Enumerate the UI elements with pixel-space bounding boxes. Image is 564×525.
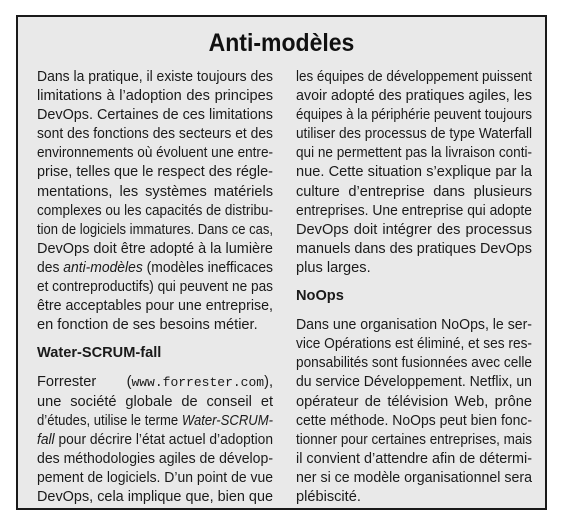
text-line: équipes à la périphérie peuvent toujours	[296, 107, 532, 124]
text-line: DevOps doit être adopté à la lumière	[37, 240, 273, 257]
text-line: les équipes de développement puissent	[296, 69, 533, 85]
url-text: www.forrester.com	[131, 375, 265, 391]
text-line: qui ne permettent pas la livraison conti-	[296, 145, 533, 162]
text-line: culture d’entreprise dans plusieurs	[296, 183, 532, 200]
text-line: utiliser des processus de type Waterfall	[296, 126, 532, 143]
text-line: nue. Cette situation s’explique par la	[296, 164, 532, 181]
text-line: Dans la pratique, il existe toujours des	[37, 69, 274, 85]
text-line: en fonction de ses besoins métier.	[37, 317, 258, 334]
left-column	[37, 68, 273, 507]
text-line: vice Opérations est éliminé, et ses res-	[296, 336, 532, 353]
text-line: et contreproductifs) qui peuvent ne pas	[37, 279, 273, 296]
text-line: une société globale de conseil et	[37, 393, 273, 410]
text-line: entreprises. Une entreprise qui adopte	[296, 202, 533, 219]
text-line: Dans une organisation NoOps, le ser-	[296, 317, 532, 334]
text-line: il convient d’attendre afin de détermi-	[296, 450, 533, 467]
text-line: cette méthode. NoOps peut bien fonc-	[296, 412, 532, 429]
section-heading: Water-SCRUM-fall	[37, 345, 162, 362]
text-line: manuels dans des pratiques DevOps	[296, 240, 533, 257]
text-line: plus larges.	[296, 259, 371, 276]
text-line	[37, 259, 274, 278]
text-run: d’études, utilise le terme	[37, 412, 182, 429]
text-line: ponsabilités sont fusionnées avec celle	[296, 355, 532, 372]
italic-term: Water-SCRUM-	[181, 412, 273, 429]
text-line: pement de logiciels. D’un point de vue	[37, 469, 274, 486]
text-line: complexes ou les capacités de distribu-	[37, 202, 273, 219]
text-line: mentations, les systèmes matériels	[37, 183, 273, 200]
text-line: prise, telles que le respect des régle-	[37, 164, 273, 181]
text-run: pour décrire l’état actuel d’adoption	[54, 431, 274, 448]
text-run: ),	[264, 374, 273, 391]
text-line: ner si ce modèle organisationnel sera	[296, 469, 532, 486]
italic-term: anti-modèles	[63, 259, 143, 276]
text-run: Forrester (	[37, 374, 132, 391]
text-line	[37, 412, 273, 431]
italic-term: fall	[37, 431, 55, 448]
text-line: avoir adopté des pratiques agiles, les	[296, 88, 532, 105]
box-title: Anti-modèles	[208, 29, 355, 57]
text-line: être acceptables pour une entreprise,	[37, 298, 274, 315]
text-line: DevOps doit intégrer des processus	[296, 221, 532, 238]
text-run: (modèles inefficaces	[142, 259, 274, 276]
text-line: opérateur de télévision Web, prône	[296, 393, 532, 410]
text-line: tionner pour certaines entreprises, mais	[296, 431, 533, 448]
section-heading: NoOps	[296, 288, 344, 305]
text-line: DevOps. Certaines de ces limitations	[37, 107, 274, 124]
text-line: plébiscité.	[296, 488, 361, 505]
text-line: sont des fonctions des secteurs et des	[37, 126, 274, 143]
text-line	[37, 431, 274, 450]
text-line: limitations à l’adoption des principes	[37, 88, 273, 105]
text-line: environnements où évoluent une entre-	[37, 145, 274, 162]
text-line: DevOps, cela implique que, bien que	[37, 488, 274, 505]
text-line: des méthodologies agiles de dévelop-	[37, 450, 273, 467]
text-line: du service Développement. Netflix, un	[296, 374, 532, 391]
text-run: des	[37, 259, 64, 276]
text-line	[37, 373, 273, 392]
sidebar-box	[16, 15, 547, 510]
text-line: tion de logiciels immatures. Dans ce cas,	[37, 221, 273, 238]
right-column	[296, 68, 532, 507]
